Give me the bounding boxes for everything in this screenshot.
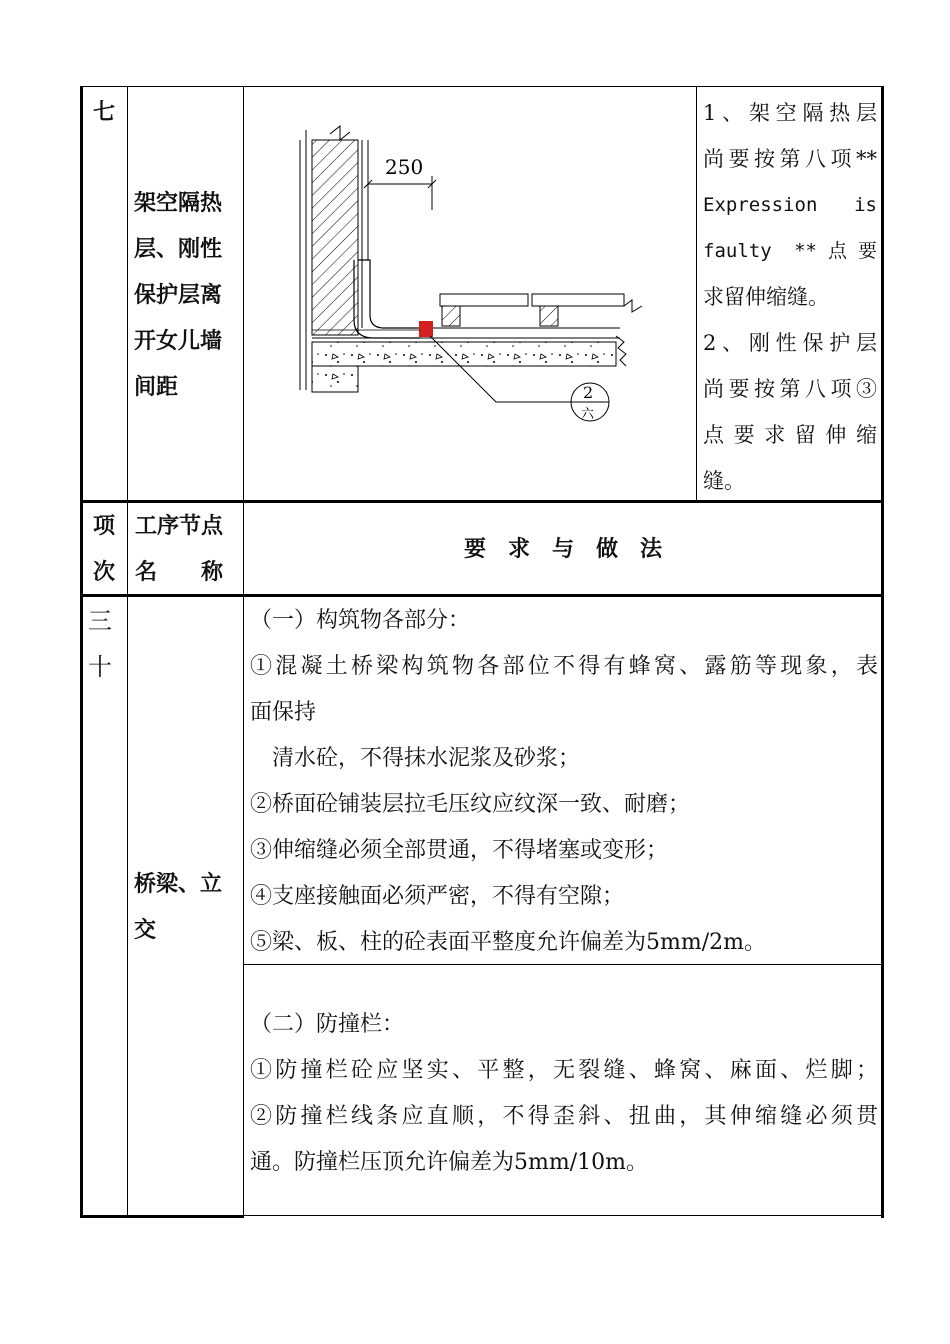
table-bottom-border-right: [243, 1215, 884, 1216]
section-barrier: [250, 1002, 878, 1186]
note-line: Expression is: [703, 194, 877, 216]
note-line: 尚要按第八项③: [703, 377, 877, 401]
parapet-detail-diagram: [270, 110, 670, 440]
header-index-line: 项: [93, 514, 116, 539]
expansion-joint-marker: [419, 321, 433, 337]
header-name-line: 名 称: [135, 560, 224, 585]
requirement-line: ④支座接触面必须严密，不得有空隙；: [250, 884, 625, 909]
header-index-line: 次: [93, 560, 116, 585]
requirement-line: ②桥面砼铺装层拉毛压纹应纹深一致、耐磨；: [250, 792, 691, 817]
requirement-line: 清水砼，不得抹水泥浆及砂浆；: [250, 746, 581, 771]
row-seven-name-line: 层、刚性: [134, 237, 223, 262]
row-thirty-index-line: 三: [88, 607, 112, 635]
parapet-wall: [312, 140, 358, 335]
header-name-line: 工序节点: [135, 514, 224, 539]
note-line: 缝。: [703, 469, 745, 493]
divider-col-1: [127, 86, 128, 1218]
dimension-label: 250: [385, 155, 424, 179]
row-seven-name-line: 间距: [134, 375, 179, 400]
requirement-line: 通。防撞栏压顶允许偏差为5mm/10m。: [250, 1150, 648, 1175]
requirement-line: 面保持: [250, 700, 317, 725]
requirement-line: ①防撞栏砼应坚实、平整，无裂缝、蜂窝、麻面、烂脚；: [250, 1058, 878, 1083]
note-line: 求留伸缩缝。: [703, 285, 829, 309]
detail-callout-sheet: 六: [581, 407, 595, 422]
requirement-line: ③伸缩缝必须全部贯通，不得堵塞或变形；: [250, 838, 669, 863]
row-seven-notes: [703, 90, 877, 504]
row-thirty-name: [134, 862, 222, 954]
header-name: [135, 504, 223, 596]
note-line: 尚要按第八项**: [703, 147, 877, 171]
row-seven-name-line: 保护层离: [134, 283, 223, 308]
table-top-border: [80, 86, 884, 87]
requirement-line: ①混凝土桥梁构筑物各部位不得有蜂窝、露筋等现象，表: [250, 654, 878, 679]
concrete-slab: [312, 342, 616, 366]
requirement-line: ②防撞栏线条应直顺，不得歪斜、扭曲，其伸缩缝必须贯: [250, 1104, 878, 1129]
table-right-border: [881, 86, 884, 1218]
divider-col-2: [243, 86, 244, 1218]
row-seven-name-line: 架空隔热: [134, 191, 223, 216]
row-thirty-index: [88, 598, 112, 690]
header-index: [93, 504, 115, 596]
row-seven-name: [134, 181, 222, 411]
note-line: 2、刚性保护层: [703, 331, 877, 355]
row-thirty-name-line: 交: [134, 918, 157, 943]
detail-callout-number: 2: [583, 383, 594, 402]
requirement-line: ⑤梁、板、柱的砼表面平整度允许偏差为5mm/2m。: [250, 930, 766, 955]
table-bottom-border: [80, 1215, 244, 1218]
divider-col-3: [696, 86, 697, 502]
header-requirement: 要 求 与 做 法: [463, 537, 662, 562]
section-title: （一）构筑物各部分：: [250, 608, 471, 633]
note-line: 1、架空隔热层: [703, 101, 877, 125]
note-line: 点要求留伸缩: [703, 423, 877, 447]
row-thirty-index-line: 十: [88, 653, 112, 681]
section-title: （二）防撞栏：: [250, 1012, 405, 1037]
row-seven-name-line: 开女儿墙: [134, 329, 223, 354]
section-structures: [250, 598, 878, 966]
row-seven-index: 七: [93, 100, 116, 125]
table-left-border: [80, 86, 83, 1218]
row-thirty-name-line: 桥梁、立: [134, 872, 223, 897]
note-line: faulty **点要: [703, 240, 877, 262]
